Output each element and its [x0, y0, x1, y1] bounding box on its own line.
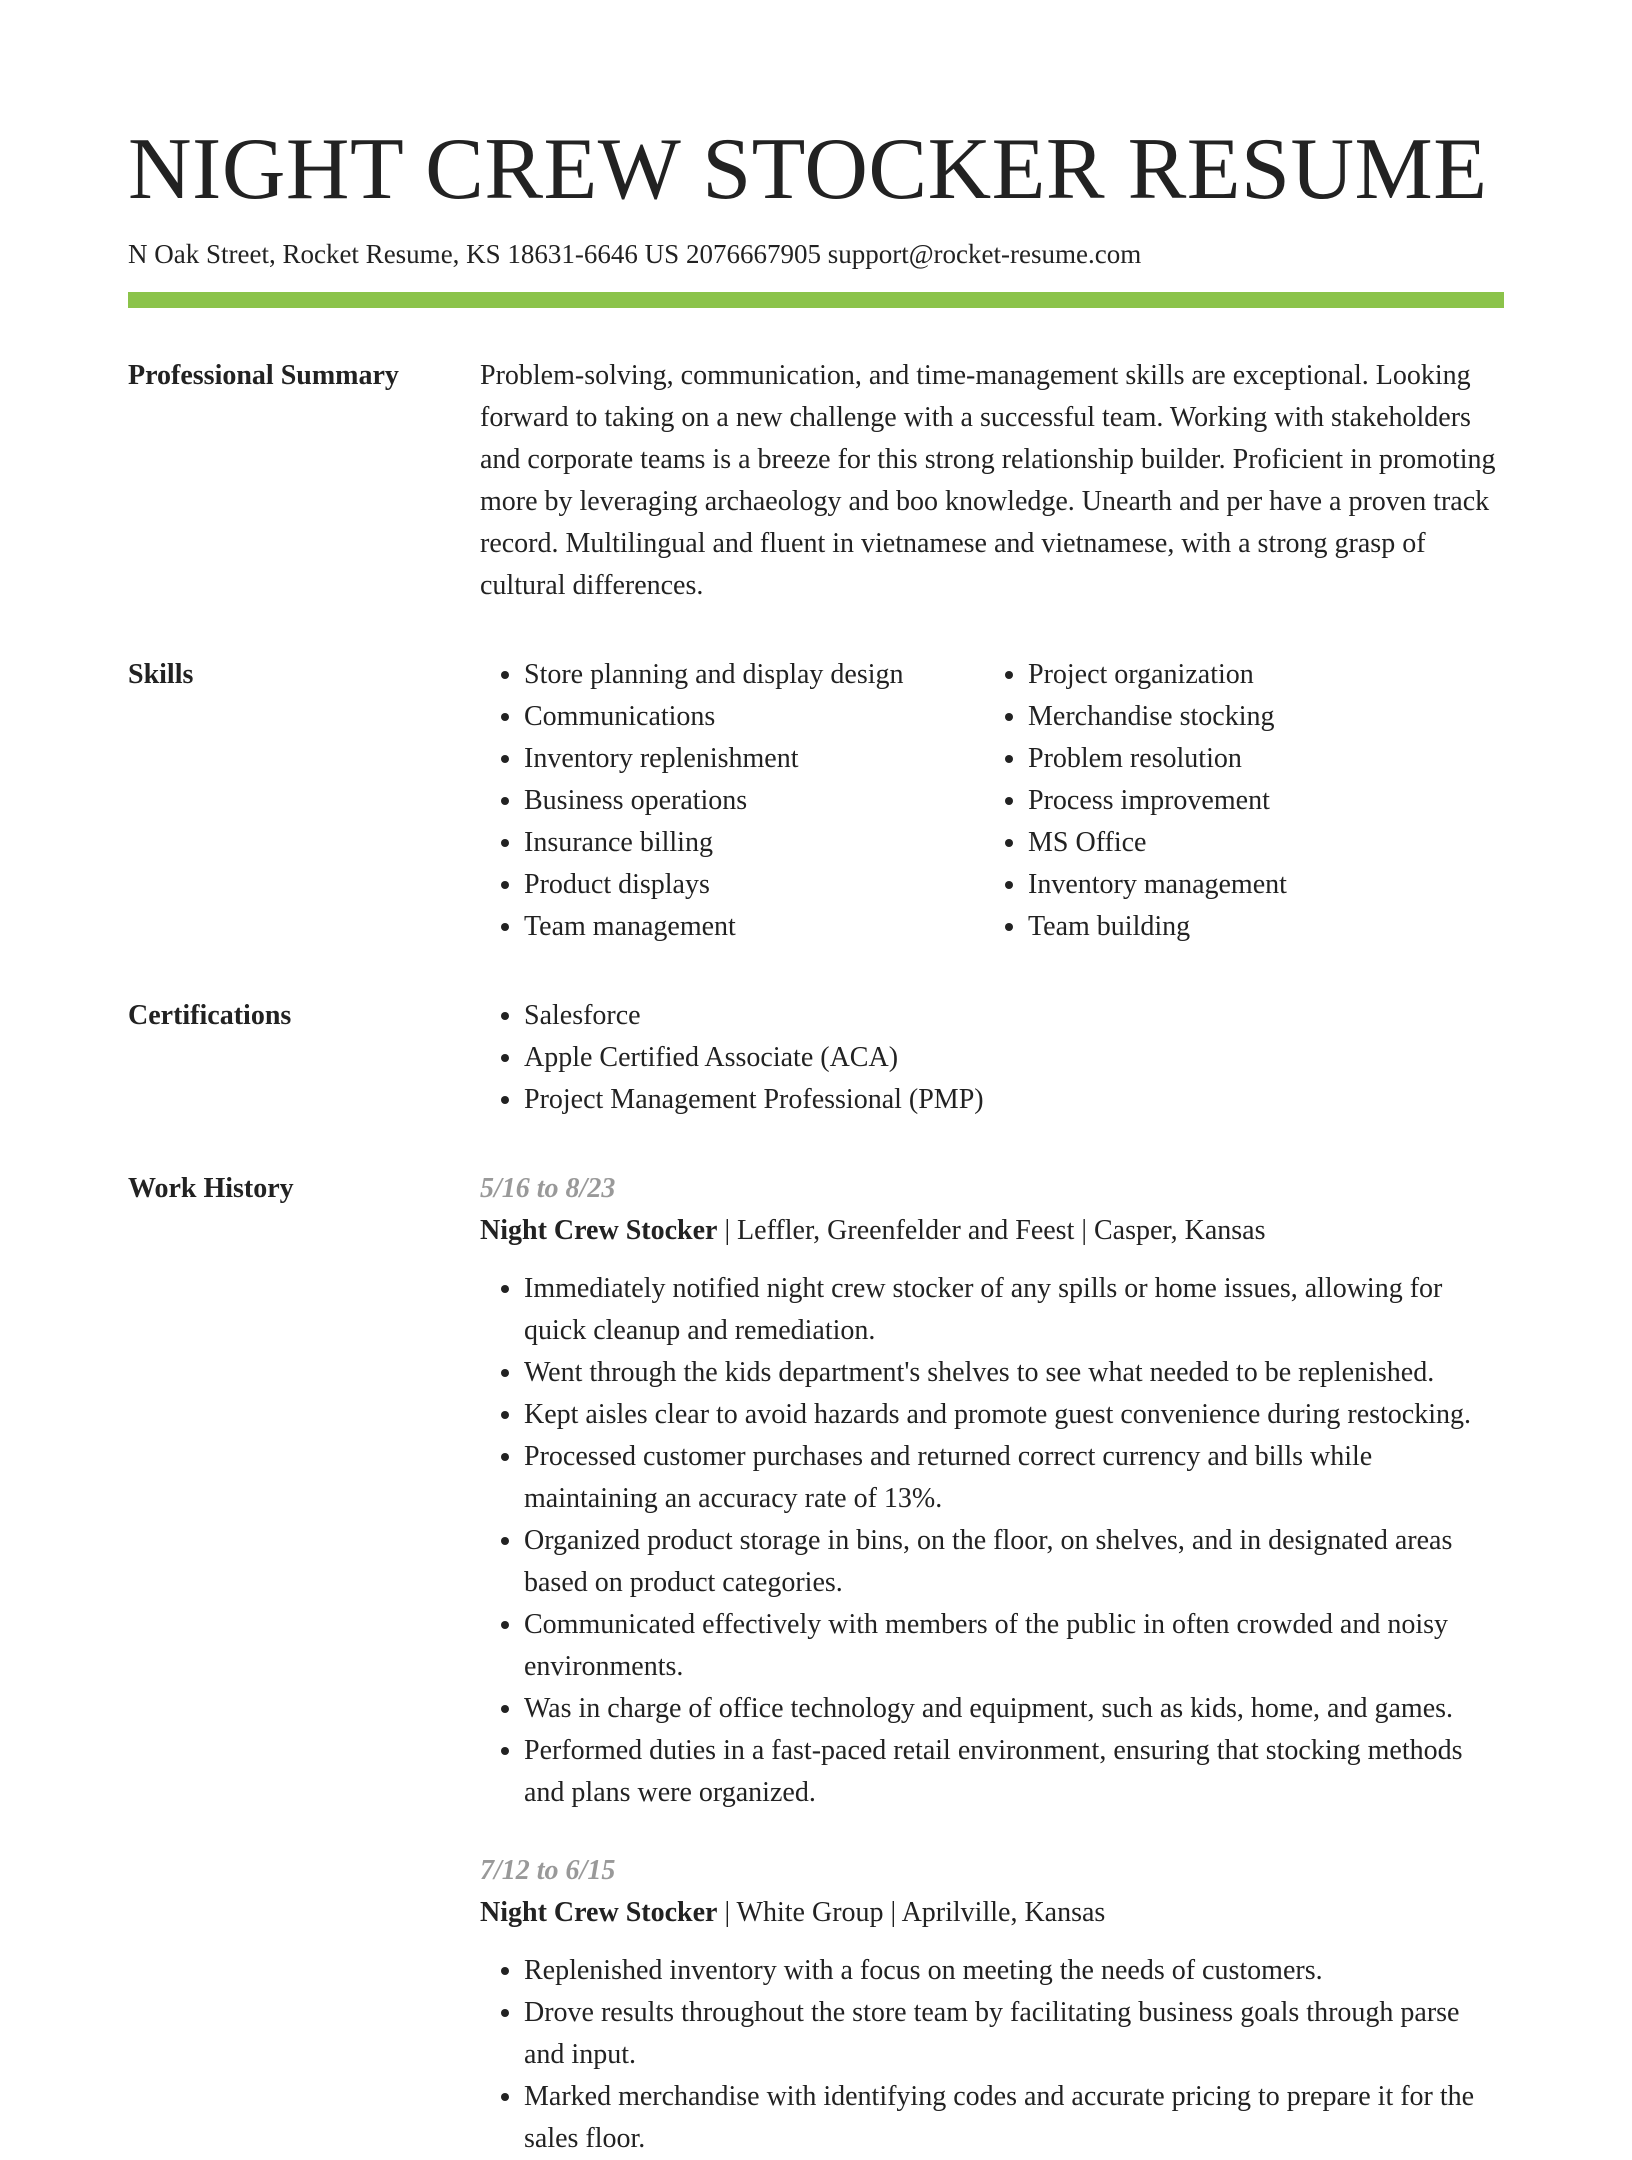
job-bullet-list — [480, 1268, 1504, 1814]
accent-divider — [128, 292, 1504, 308]
skill-item: • Inventory replenishment — [524, 738, 984, 780]
job-entry — [480, 1850, 1504, 2160]
job-bullet: • Organized product storage in bins, on the floor, on shelves, and in designated areas based on product categories. — [524, 1520, 1504, 1604]
certification-item: • Apple Certified Associate (ACA) — [524, 1037, 1504, 1079]
job-dates: 5/16 to 8/23 — [480, 1173, 616, 1204]
summary-body — [480, 358, 1504, 607]
skill-item: • Store planning and display design — [524, 654, 984, 696]
skill-item: • Process improvement — [1028, 780, 1488, 822]
certifications-body — [480, 998, 1504, 1121]
job-bullet-list — [480, 1950, 1504, 2160]
job-bullet: • Was in charge of office technology and equipment, such as kids, home, and games. — [524, 1688, 1504, 1730]
job-bullet: • Kept aisles clear to avoid hazards and promote guest convenience during restocking. — [524, 1394, 1504, 1436]
skill-item: • Project organization — [1028, 654, 1488, 696]
skill-item: • Merchandise stocking — [1028, 696, 1488, 738]
job-bullet: • Processed customer purchases and returned correct currency and bills while maintaining an accuracy rate of 13%. — [524, 1436, 1504, 1520]
skills-list-right — [984, 654, 1488, 948]
skill-item: • Team building — [1028, 906, 1488, 948]
skill-item: • Business operations — [524, 780, 984, 822]
certification-item: • Salesforce — [524, 995, 1504, 1037]
skill-item: • Communications — [524, 696, 984, 738]
section-label-summary: Professional Summary — [128, 360, 399, 391]
skills-section — [128, 657, 1504, 948]
resume-title: NIGHT CREW STOCKER RESUME — [128, 121, 1488, 218]
job-header — [480, 1892, 1504, 1934]
job-dates: 7/12 to 6/15 — [480, 1855, 616, 1886]
job-bullet: • Replenished inventory with a focus on meeting the needs of customers. — [524, 1950, 1504, 1992]
job-header — [480, 1210, 1504, 1252]
skill-item: • MS Office — [1028, 822, 1488, 864]
section-label-work-history: Work History — [128, 1173, 294, 1204]
summary-section — [128, 358, 1504, 607]
skills-columns — [480, 654, 1504, 948]
job-title: Night Crew Stocker — [480, 1897, 718, 1928]
summary-text: Problem-solving, communication, and time-management skills are exceptional. Looking forward to taking on a new challenge with a successful team. Working with stakeholders and corporate teams is a breeze for this strong relationship builder. Proficient in promoting more by leveraging archaeology and boo knowledge. Unearth and per have a proven track record. Multilingual and fluent in vietnamese and vietnamese, with a strong grasp of cultural differences. — [480, 360, 1496, 601]
skill-item: • Inventory management — [1028, 864, 1488, 906]
skill-item: • Product displays — [524, 864, 984, 906]
job-bullet: • Immediately notified night crew stocker of any spills or home issues, allowing for quick cleanup and remediation. — [524, 1268, 1504, 1352]
resume-page — [128, 0, 1504, 2160]
job-employer-location: | White Group | Aprilville, Kansas — [717, 1897, 1106, 1928]
work-history-body — [480, 1171, 1504, 2160]
certifications-list — [480, 995, 1504, 1121]
certification-item: • Project Management Professional (PMP) — [524, 1079, 1504, 1121]
section-label-skills: Skills — [128, 659, 194, 690]
skills-list-left — [480, 654, 984, 948]
job-bullet: • Went through the kids department's shelves to see what needed to be replenished. — [524, 1352, 1504, 1394]
certifications-section — [128, 998, 1504, 1121]
skill-item: • Problem resolution — [1028, 738, 1488, 780]
section-label-certifications: Certifications — [128, 1000, 292, 1031]
work-history-section — [128, 1171, 1504, 2160]
job-bullet: • Drove results throughout the store team by facilitating business goals through parse and input. — [524, 1992, 1504, 2076]
skill-item: • Team management — [524, 906, 984, 948]
job-title: Night Crew Stocker — [480, 1215, 718, 1246]
skill-item: • Insurance billing — [524, 822, 984, 864]
job-bullet: • Marked merchandise with identifying codes and accurate pricing to prepare it for the sales floor. — [524, 2076, 1504, 2160]
job-employer-location: | Leffler, Greenfelder and Feest | Casper, Kansas — [717, 1215, 1266, 1246]
contact-line: N Oak Street, Rocket Resume, KS 18631-6646 US 2076667905 support@rocket-resume.com — [128, 239, 1142, 269]
job-bullet: • Performed duties in a fast-paced retail environment, ensuring that stocking methods and plans were organized. — [524, 1730, 1504, 1814]
job-bullet: • Communicated effectively with members of the public in often crowded and noisy environments. — [524, 1604, 1504, 1688]
job-entry — [480, 1168, 1504, 1814]
skills-body — [480, 657, 1504, 948]
